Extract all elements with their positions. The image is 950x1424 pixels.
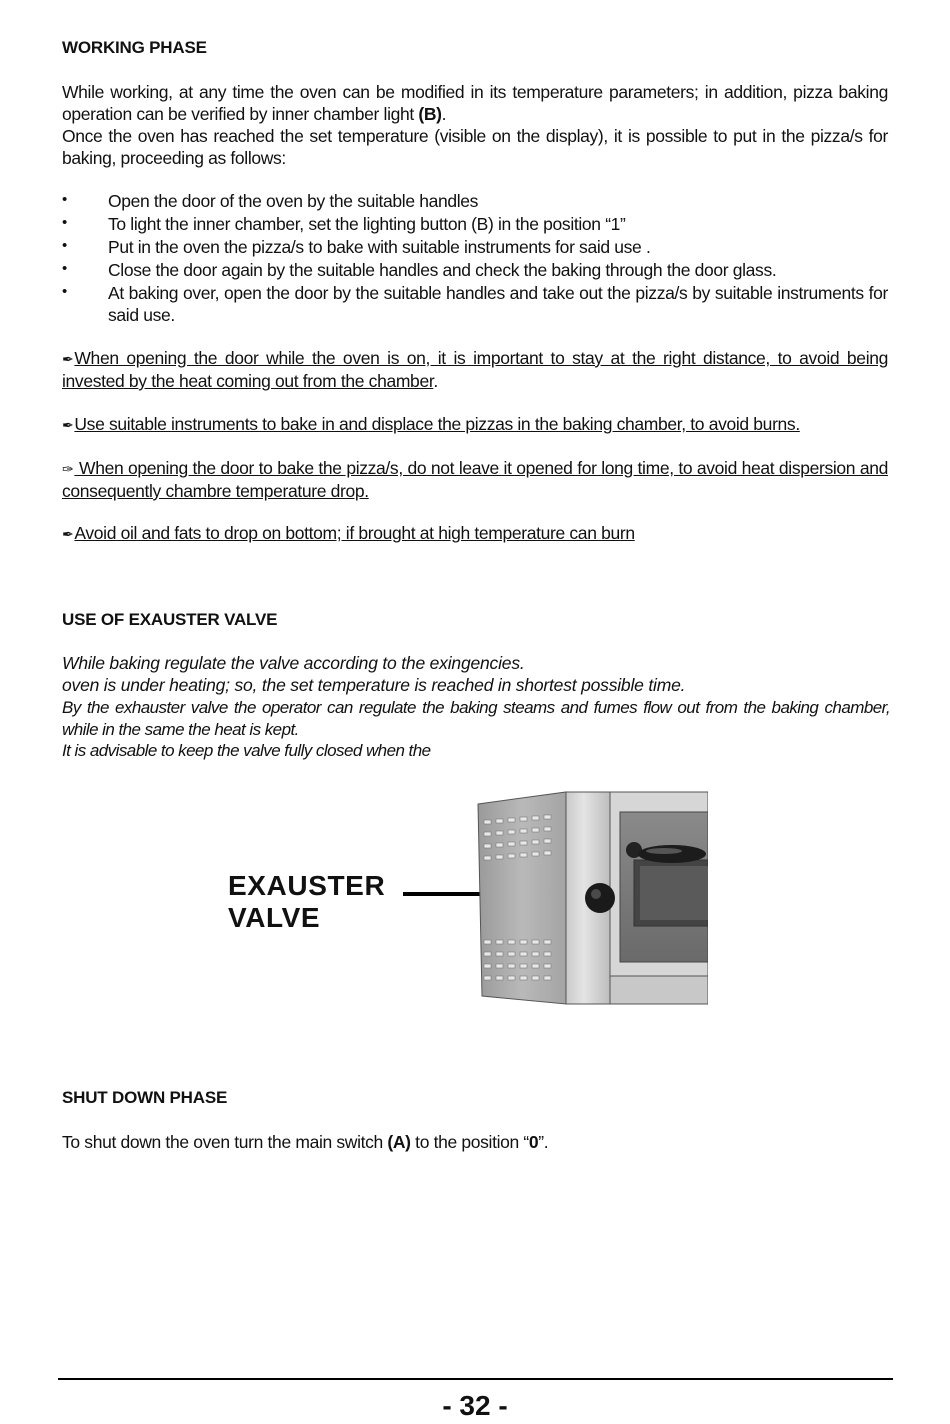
exauster-line: oven is under heating; so, the set temperature is reached in shortest possible time.: [62, 675, 686, 695]
working-paragraph-2: Once the oven has reached the set temperature (visible on the display), it is possible to put in the pizza/s for baking, proceeding as follows:: [62, 126, 888, 168]
pen-hand-icon: ✒: [62, 351, 74, 367]
section-title-shut-down-phase: SHUT DOWN PHASE: [62, 1088, 228, 1107]
exauster-line: It is advisable to keep the valve fully closed when the: [62, 741, 431, 760]
shutdown-text: to the position “: [410, 1132, 529, 1152]
working-paragraph-1-end: .: [441, 104, 447, 124]
bullet-text: At baking over, open the door by the suitable handles and take out the pizza/s by suitable instruments for said use.: [108, 283, 888, 325]
bullet-text: Open the door of the oven by the suitable handles: [108, 191, 479, 211]
shutdown-text-end: ”.: [538, 1132, 549, 1152]
warning-note-text: When opening the door while the oven is on, it is important to stay at the right distance, to avoid being invested by the heat coming out from the chamber: [62, 348, 888, 391]
bullet-text: Close the door again by the suitable handles and check the baking through the door glass.: [108, 260, 777, 280]
oven-exhaust-valve-illustration: [474, 790, 708, 1006]
bullet-text: To light the inner chamber, set the lighting button (B) in the position “1”: [108, 214, 626, 234]
warning-note: [62, 522, 888, 545]
warning-note: [62, 347, 888, 392]
bullet-dot: •: [62, 191, 68, 208]
shutdown-paragraph: [62, 1131, 888, 1153]
figure-label-valve: VALVE: [228, 902, 321, 933]
working-paragraph-1-text: While working, at any time the oven can be modified in its temperature parameters; in addition, pizza baking operation can be verified by inner chamber light: [62, 82, 888, 124]
exauster-line: While baking regulate the valve according to the exingencies.: [62, 653, 525, 673]
warning-note-text: Use suitable instruments to bake in and displace the pizzas in the baking chamber, to avoid burns.: [74, 414, 800, 434]
section-title-working-phase: WORKING PHASE: [62, 38, 207, 57]
bullet-text: Put in the oven the pizza/s to bake with suitable instruments for said use .: [108, 237, 651, 257]
section-title-exauster-valve: USE OF EXAUSTER VALVE: [62, 610, 278, 629]
bullet-dot: •: [62, 283, 68, 300]
pen-hand-icon: ✒: [62, 526, 74, 542]
warning-note-end: .: [433, 371, 438, 391]
warning-note-text: When opening the door to bake the pizza/s, do not leave it opened for long time, to avoid heat dispersion and consequently chambre temperature drop.: [62, 458, 888, 501]
figure-label-exauster: EXAUSTER: [228, 870, 386, 901]
shutdown-text: To shut down the oven turn the main switch: [62, 1132, 388, 1152]
bullet-dot: •: [62, 260, 68, 277]
shutdown-position-ref: 0: [528, 1132, 539, 1152]
pen-hand-icon: ✑: [62, 461, 74, 477]
working-paragraph-1-ref: (B): [418, 104, 442, 124]
bullet-dot: •: [62, 214, 68, 231]
warning-note: [62, 457, 888, 502]
warning-note: [62, 413, 888, 436]
bullet-dot: •: [62, 237, 68, 254]
footer-divider: [58, 1378, 893, 1380]
exauster-line: By the exhauster valve the operator can regulate the baking steams and fumes flow out from the baking chamber, while in the same the heat is kept.: [62, 698, 890, 739]
working-paragraph-1: [62, 81, 888, 125]
shutdown-switch-ref: (A): [387, 1132, 411, 1152]
pen-hand-icon: ✒: [62, 417, 74, 433]
warning-note-text: Avoid oil and fats to drop on bottom; if brought at high temperature can burn: [74, 523, 635, 543]
page-number: - 32 -: [442, 1390, 508, 1421]
